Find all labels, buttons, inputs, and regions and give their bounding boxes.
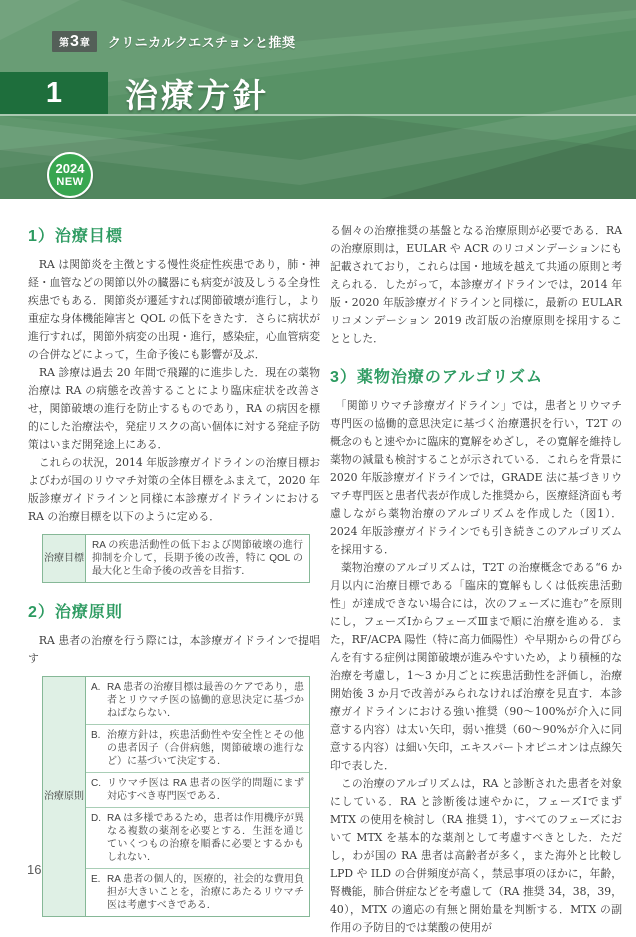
paragraph: RA 診療は過去 20 年間で飛躍的に進歩した．現在の薬物治療は RA の病態を改善することにより臨床症状を改善させ，関節破壊の進行を防止するものであり，RA の病因を標的にした治療法や，発症リスクの高い個体に対する発症予防策はいまだ開発途上にある． [28,366,320,451]
table-row [86,808,309,869]
principle-table-rows [86,677,309,916]
goal-table-label: 治療目標 [43,535,86,582]
banner-divider [0,114,636,116]
paragraph: この治療のアルゴリズムは，RA と診断された患者を対象にしている．RA と診断後は速やかに，フェーズⅠでまず MTX の使用を検討し（RA 推奨 1），すべてのフェーズにおいて MTX を基本的な薬剤として考慮すべきとした．ただし，わが国の RA 患者は高齢者が多く，また海外と比較し LPD や ILD の合併頻度が高く，禁忌事項のほかに，年齢，腎機能，肺合併症などを考慮して（RA 推奨 34，38，39，40），MTX の適応の有無と開始量を判断する．MTX の副作用の予防目的では葉酸の使用が [330,777,622,934]
principle-table [42,676,310,917]
section-number-box [0,72,108,114]
goal-table [42,534,310,583]
row-text: RA 患者の個人的，医療的，社会的な費用負担が大きいことを，治療にあたるリウマチ医は考慮すべきである． [107,874,304,911]
table-row [86,677,309,725]
new-2024-badge [47,152,93,198]
goal-table-content: RA の疾患活動性の低下および関節破壊の進行抑制を介して，長期予後の改善，特に QOL の最大化と生命予後の改善を目指す． [92,540,303,577]
section-title: 治療方針 [125,76,269,114]
heading-drug-algorithm: 3）薬物治療のアルゴリズム [330,369,543,386]
chapter-tag-number: 3 [70,33,79,50]
principle-table-label: 治療原則 [43,677,86,916]
heading-treatment-goal: 1）治療目標 [28,228,123,245]
chapter-number-tag [52,31,97,52]
row-id: B. [91,730,101,741]
page-number: 16 [27,862,42,877]
row-id: D. [91,813,101,824]
paragraph: 「関節リウマチ診療ガイドライン」では，患者とリウマチ専門医の協働的意思決定に基づく治療選択を行い，T2T の概念のもと速やかに臨床的寛解をめざし，その寛解を維持し薬物の減量も検討することが示されている．これらを背景に 2020 年版診療ガイドラインでは，GRADE 法に基づきリウマチ専門医と患者代表が作成した推奨から，医療経済面も考慮しながら薬物治療のアルゴリズムを作成した（図1）．2024 年版診療ガイドラインでも引き続きこのアルゴリズムを採用する． [330,399,622,556]
row-id: E. [91,874,101,885]
badge-label: NEW [56,176,84,188]
chapter-tag-pre: 第 [59,38,69,49]
paragraph: る個々の治療推奨の基盤となる治療原則が必要である．RA の治療原則は，EULAR や ACR のリコメンデーションにも記載されており，これらは国・地域を越えて共通の原則と考えられる．したがって，本診療ガイドラインでは，2014 年版・2020 年版診療ガイドラインと同様に，最新の EULAR リコメンデーション 2019 改訂版の治療原則を採用することとした． [330,224,622,345]
paragraph: RA は関節炎を主徴とする慢性炎症性疾患であり，肺・神経・血管などの関節以外の臓器にも病変が波及しうる全身性疾患でもある．関節炎が遷延すれば関節破壊が進行し，より重症な身体機能障害と QOL の低下をきたす．さらに病状が進行すれば，関節外病変の出現・進行，感染症，心血管病変の合併などによって，生命予後にも影響が及ぶ． [28,258,320,361]
heading-treatment-principles: 2）治療原則 [28,604,123,621]
table-row [86,773,309,808]
chapter-tag-post: 章 [79,38,90,49]
paragraph: RA 患者の治療を行う際には，本診療ガイドラインで提唱す [28,634,320,665]
row-text: RA は多様であるため，患者は作用機序が異なる複数の薬剤を必要とする．生涯を通じていくつもの治療を順番に必要とするかもしれない． [107,813,304,863]
section-title-row [0,72,269,114]
chapter-banner [0,0,636,199]
row-text: RA 患者の治療目標は最善のケアであり，患者とリウマチ医の協働的意思決定に基づかねばならない． [107,682,304,719]
row-id: A. [91,682,101,693]
chapter-row [52,31,295,52]
badge-year: 2024 [55,161,85,176]
row-text: 治療方針は，疾患活動性や安全性とその他の患者因子（合併病態，関節破壊の進行など）に基づいて決定する． [107,730,304,767]
row-text: リウマチ医は RA 患者の医学的問題にまず対応すべき専門医である． [107,778,304,802]
table-row [86,725,309,773]
right-column [330,222,622,937]
table-row [86,869,309,916]
left-column [28,227,320,917]
paragraph: 薬物治療のアルゴリズムは，T2T の治療概念である“6 か月以内に治療目標である「臨床的寛解もしくは低疾患活動性」が達成できない場合には，次のフェーズに進む”を原則にし，フェーズⅠからフェーズⅢまで順に治療を進める．また，RF/ACPA 陽性（特に高力価陽性）や早期からの骨びらんを有する症例は関節破壊が進みやすいため，より積極的な治療を考慮し，1～3 か月ごとに疾患活動性を評価し，治療開始後 3 か月で改善がみられなければ治療を見直す．本診療ガイドラインにおける強い推奨（90～100%が介入に同意する内容）は太い矢印，弱い推奨（60～90%が介入に同意する内容）は細い矢印，エキスパートオピニオンは点線矢印で表した． [330,561,622,772]
section-number: 1 [45,76,63,109]
chapter-title: クリニカルクエスチョンと推奨 [107,35,296,50]
row-id: C. [91,778,101,789]
paragraph: これらの状況，2014 年版診療ガイドラインの治療目標およびわが国のリウマチ対策の全体目標をふまえて，2020 年版診療ガイドラインと同様に本診療ガイドラインにおける RA の治療目標を以下のように定める． [28,456,320,523]
